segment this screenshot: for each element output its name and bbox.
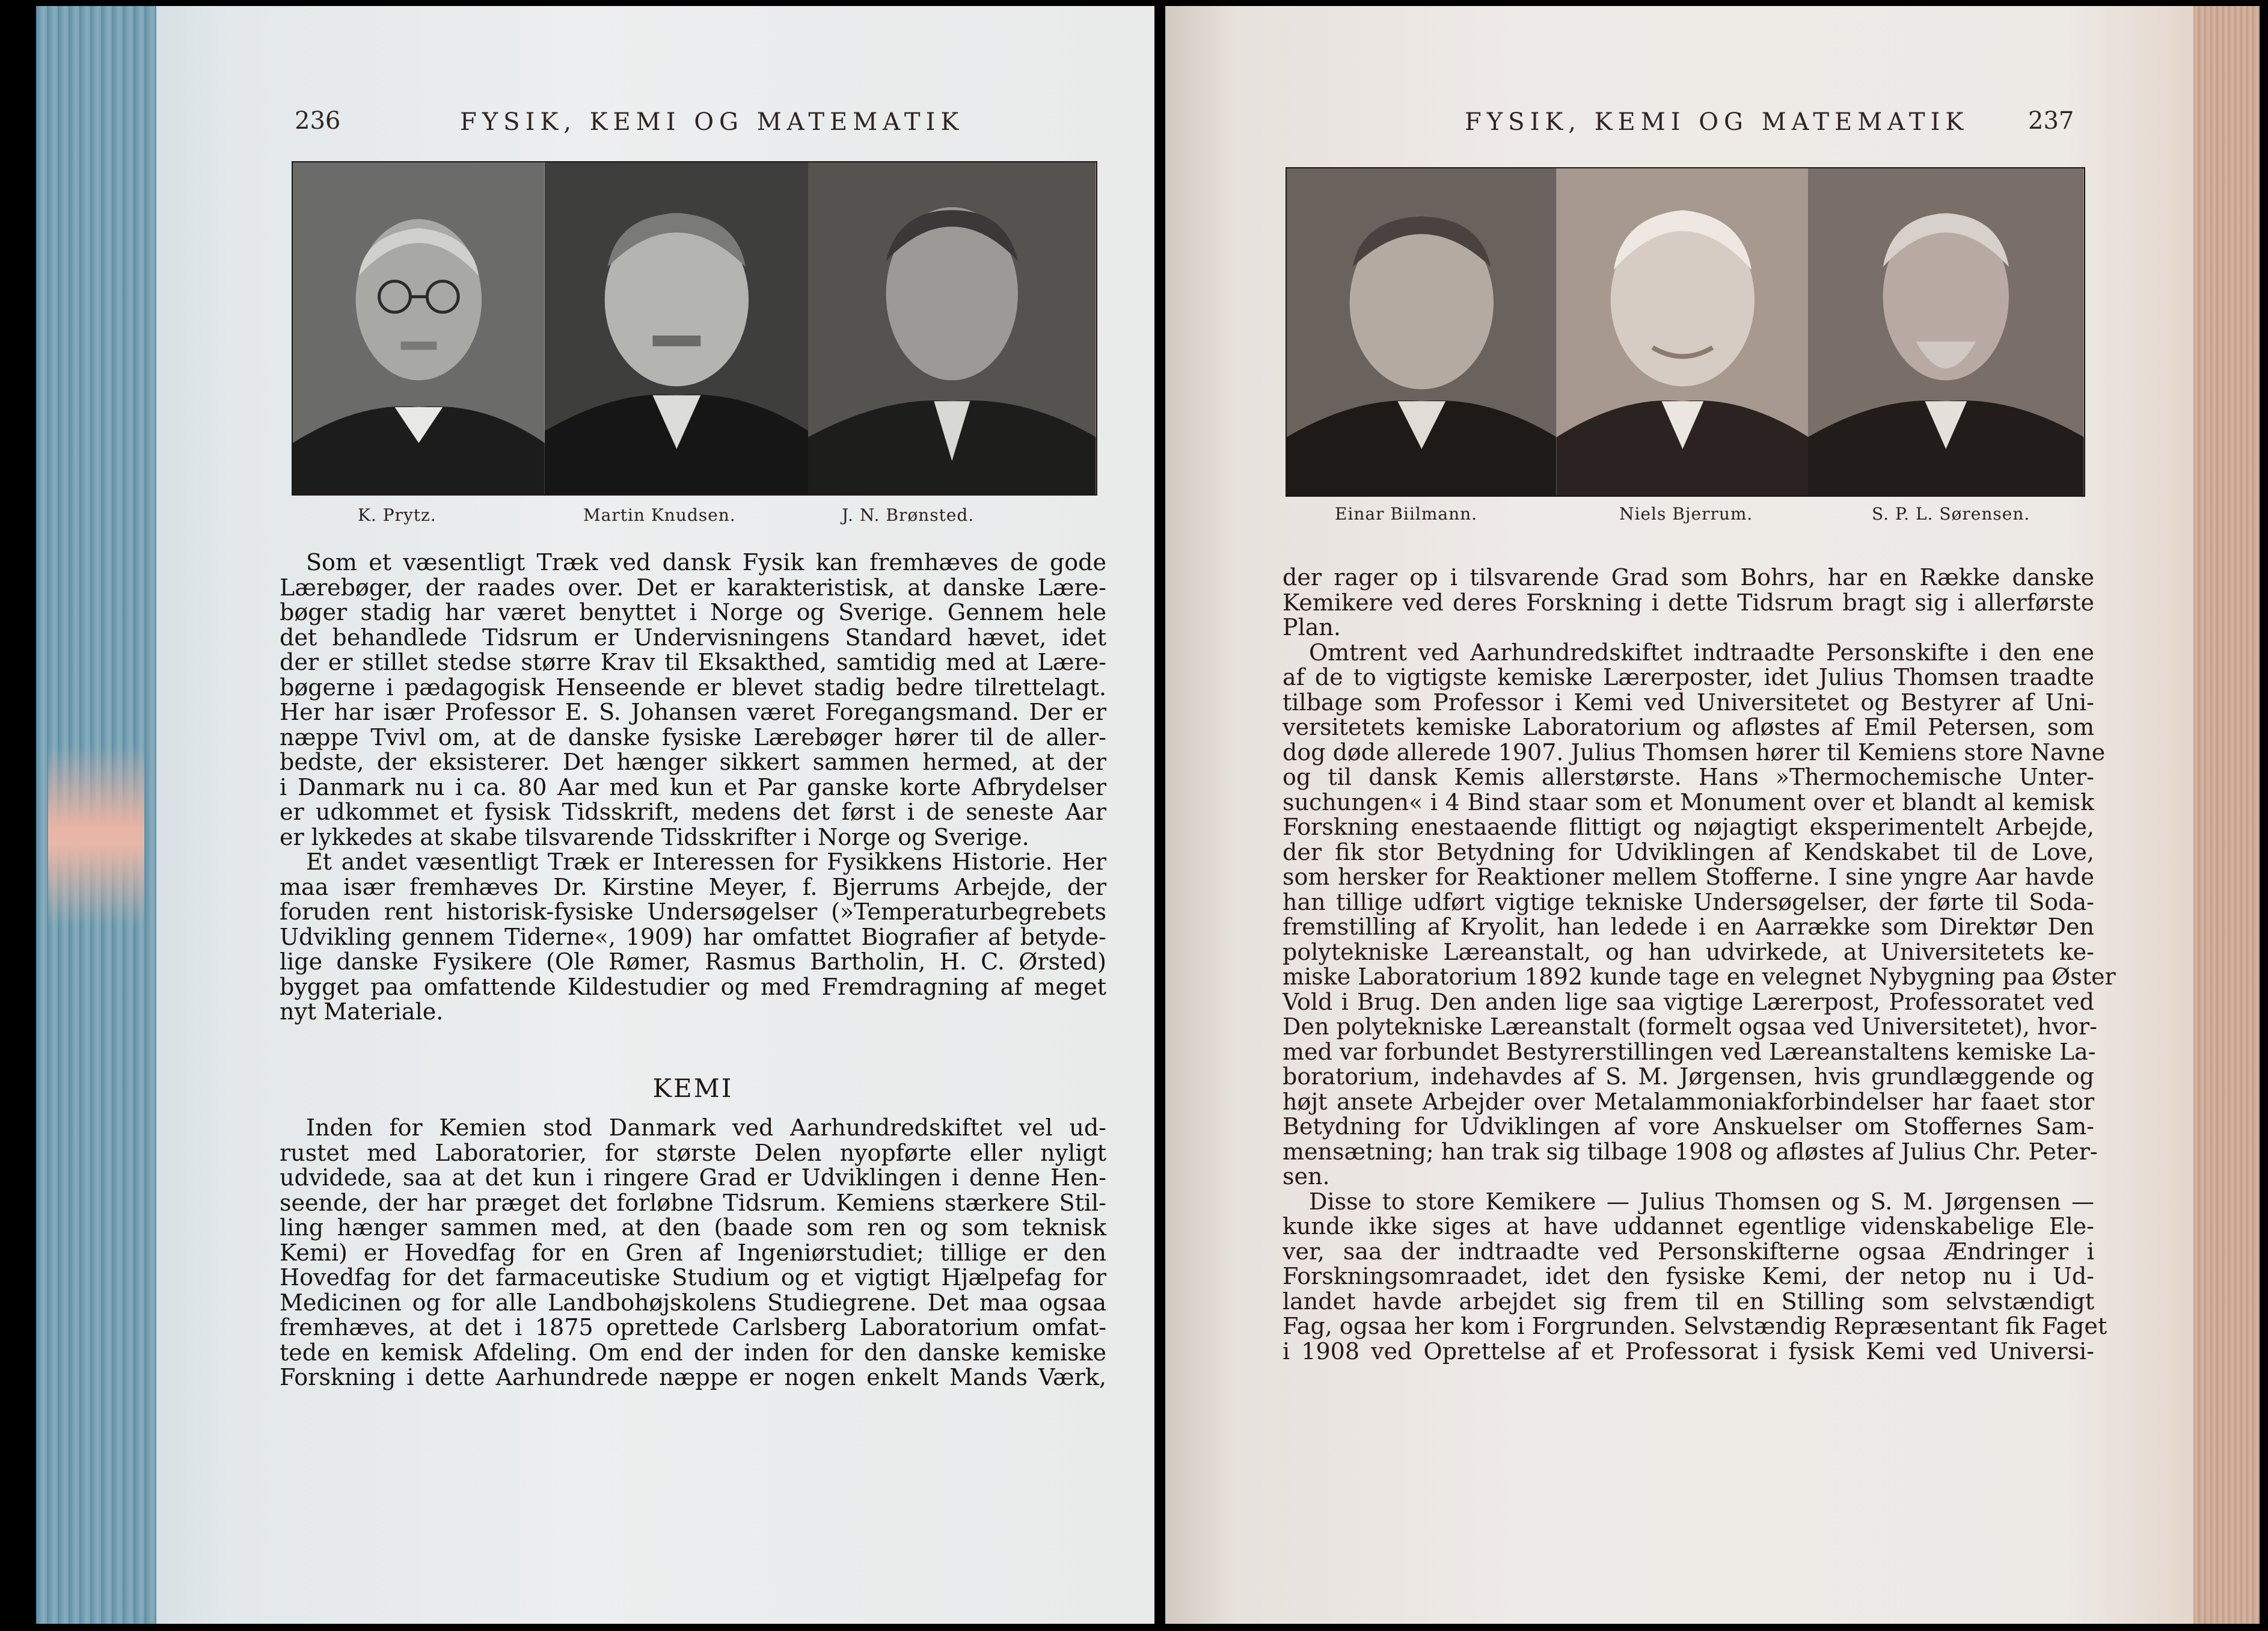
text-line: Disse to store Kemikere — Julius Thomsen og S. M. Jørgensen — — [1309, 1188, 2094, 1215]
body-text — [280, 1116, 1106, 1390]
body-text — [280, 550, 1106, 1025]
text-line: Forskning i dette Aarhundrede næppe er nogen enkelt Mands Værk, — [280, 1364, 1106, 1390]
portrait-photo — [808, 162, 1096, 494]
text-line: landet havde arbejdet sig frem til en Stilling som selvstændigt — [1283, 1288, 2094, 1315]
left-page-edge — [36, 6, 156, 1624]
text-line: som hersker for Reaktioner mellem Stofferne. I sine yngre Aar havde — [1283, 864, 2094, 890]
portrait-caption: Martin Knudsen. — [583, 505, 736, 525]
text-line: Forskningsomraadet, idet den fysiske Kemi, der netop nu i Ud- — [1283, 1263, 2094, 1289]
text-line: miske Laboratorium 1892 kunde tage en velegnet Nybygning paa Øster — [1283, 963, 2116, 990]
text-line: bøger stadig har været benyttet i Norge og Sverige. Gennem hele — [280, 599, 1106, 625]
running-head: FYSIK, KEMI OG MATEMATIK — [460, 108, 964, 136]
text-line: bygget paa omfattende Kildestudier og med Fremdragning af meget — [280, 973, 1106, 1000]
text-line: tede en kemisk Afdeling. Om end der inden for den danske kemiske — [280, 1339, 1106, 1366]
text-line: Den polytekniske Læreanstalt (formelt ogsaa ved Universitetet), hvor- — [1283, 1013, 2097, 1040]
text-line: boratorium, indehavdes af S. M. Jørgensen, hvis grundlæggende og — [1283, 1063, 2094, 1090]
text-line: polytekniske Læreanstalt, og han udvirkede, at Universitetets ke- — [1283, 938, 2094, 965]
portrait-photo — [1557, 168, 1809, 496]
text-line: Her har især Professor E. S. Johansen været Foregangsmand. Der er — [280, 699, 1106, 725]
text-line: lige danske Fysikere (Ole Rømer, Rasmus Bartholin, H. C. Ørsted) — [280, 948, 1106, 975]
text-line: nyt Materiale. — [280, 998, 444, 1025]
text-line: Plan. — [1283, 614, 1341, 640]
text-line: sen. — [1283, 1163, 1330, 1190]
text-line: Som et væsentligt Træk ved dansk Fysik kan fremhæves de gode — [306, 549, 1106, 576]
text-line: han tillige udført vigtige tekniske Undersøgelser, der førte til Soda- — [1283, 888, 2094, 915]
text-line: med var forbundet Bestyrerstillingen ved Læreanstaltens kemiske La- — [1283, 1038, 2096, 1065]
portrait-caption: S. P. L. Sørensen. — [1872, 504, 2030, 524]
running-head: FYSIK, KEMI OG MATEMATIK — [1465, 108, 1969, 136]
text-line: er lykkedes at skabe tilsvarende Tidsskrifter i Norge og Sverige. — [280, 823, 1029, 850]
text-line: Inden for Kemien stod Danmark ved Aarhundredskiftet vel ud- — [306, 1114, 1106, 1141]
text-line: maa især fremhæves Dr. Kirstine Meyer, f. Bjerrums Arbejde, der — [280, 873, 1106, 900]
text-line: rustet med Laboratorier, for største Delen nyopførte eller nyligt — [280, 1139, 1106, 1166]
portrait-caption: K. Prytz. — [358, 505, 437, 525]
text-line: det behandlede Tidsrum er Undervisningens Standard hævet, idet — [280, 624, 1106, 651]
text-line: dog døde allerede 1907. Julius Thomsen hører til Kemiens store Navne — [1283, 739, 2106, 766]
text-line: Et andet væsentligt Træk er Interessen for Fysikkens Historie. Her — [306, 849, 1106, 875]
text-line: fremhæves, at det i 1875 oprettede Carlsberg Laboratorium omfat- — [280, 1314, 1106, 1341]
body-text — [1283, 564, 2116, 1365]
text-line: tilbage som Professor i Kemi ved Universitetet og Bestyrer af Uni- — [1283, 689, 2094, 716]
text-line: foruden rent historisk-fysiske Undersøgelser (»Temperaturbegrebets — [280, 898, 1106, 925]
text-line: versitetets kemiske Laboratorium og afløstes af Emil Petersen, som — [1283, 714, 2094, 740]
text-line: Kemikere ved deres Forskning i dette Tidsrum bragt sig i allerførste — [1283, 589, 2094, 616]
portrait-photo — [293, 162, 545, 494]
text-line: er udkommet et fysisk Tidsskrift, medens det først i de seneste Aar — [280, 799, 1106, 825]
portrait-caption: Einar Biilmann. — [1335, 504, 1478, 524]
text-line: Udvikling gennem Tiderne«, 1909) har omfattet Biografier af betyde- — [280, 923, 1106, 950]
text-line: der fik stor Betydning for Udviklingen af Kendskabet til de Love, — [1283, 838, 2094, 865]
portrait-photo — [1808, 168, 2084, 496]
text-line: Forskning enestaaende flittigt og nøjagtigt eksperimentelt Arbejde, — [1283, 814, 2094, 840]
left-page — [36, 6, 1154, 1624]
text-line: i Danmark nu i ca. 80 Aar med kun et Par ganske korte Afbrydelser — [280, 773, 1106, 800]
text-line: fremstilling af Kryolit, han ledede i en Aarrække som Direktør Den — [1283, 914, 2094, 940]
page-number: 237 — [2028, 107, 2074, 135]
text-line: kunde ikke siges at have uddannet egentlige videnskabelige Ele- — [1283, 1213, 2094, 1239]
text-line: bøgerne i pædagogisk Henseende er blevet stadig bedre tilrettelagt. — [280, 674, 1106, 701]
text-line: Fag, ogsaa her kom i Forgrunden. Selvstændig Repræsentant fik Faget — [1283, 1313, 2107, 1339]
text-line: af de to vigtigste kemiske Lærerposter, idet Julius Thomsen traadte — [1283, 664, 2094, 690]
text-line: mensætning; han trak sig tilbage 1908 og afløstes af Julius Chr. Peter- — [1283, 1138, 2098, 1165]
text-line: der rager op i tilsvarende Grad som Bohrs, har en Række danske — [1283, 564, 2094, 591]
text-line: højt ansete Arbejder over Metalammoniakforbindelser har faaet stor — [1283, 1088, 2094, 1115]
portrait-caption: J. N. Brønsted. — [842, 505, 975, 525]
text-line: Betydning for Udviklingen af vore Anskuelser om Stoffernes Sam- — [1283, 1113, 2094, 1140]
portrait-strip — [1286, 167, 2085, 497]
section-heading: KEMI — [652, 1074, 734, 1103]
right-page-edge — [2193, 6, 2260, 1624]
text-line: Vold i Brug. Den anden lige saa vigtige Lærerpost, Professoratet ved — [1283, 988, 2094, 1015]
text-line: og til dansk Kemis allerstørste. Hans »Thermochemische Unter- — [1283, 764, 2094, 790]
page-number: 236 — [295, 107, 341, 135]
portrait-photo — [1287, 168, 1557, 496]
text-line: i 1908 ved Oprettelse af et Professorat i fysisk Kemi ved Universi- — [1283, 1338, 2094, 1365]
text-line: suchungen« i 4 Bind staar som et Monument over et blandt al kemisk — [1283, 788, 2094, 816]
right-page — [1165, 6, 2260, 1624]
text-line: Hovedfag for det farmaceutiske Studium og et vigtigt Hjælpefag for — [280, 1264, 1106, 1291]
text-line: Omtrent ved Aarhundredskiftet indtraadte Personskifte i den ene — [1309, 639, 2094, 666]
text-line: udvidede, saa at det kun i ringere Grad er Udviklingen i denne Hen- — [280, 1164, 1106, 1191]
text-line: seende, der har præget det forløbne Tidsrum. Kemiens stærkere Stil- — [280, 1189, 1106, 1216]
text-line: Lærebøger, der raades over. Det er karakteristisk, at danske Lære- — [280, 574, 1106, 601]
portrait-strip — [292, 161, 1097, 496]
text-line: bedste, der eksisterer. Det hænger sikkert sammen hermed, at der — [280, 749, 1106, 775]
portrait-photo — [545, 162, 809, 494]
text-line: der er stillet stedse større Krav til Eksakthed, samtidig med at Lære- — [280, 649, 1106, 675]
portrait-caption: Niels Bjerrum. — [1619, 504, 1753, 524]
text-line: Kemi) er Hovedfag for en Gren af Ingeniørstudiet; tillige er den — [280, 1239, 1106, 1266]
text-line: næppe Tvivl om, at de danske fysiske Lærebøger hører til de aller- — [280, 723, 1106, 751]
text-line: ling hænger sammen med, at den (baade som ren og som teknisk — [280, 1214, 1106, 1241]
text-line: Medicinen og for alle Landbohøjskolens Studiegrene. Det maa ogsaa — [280, 1289, 1106, 1316]
text-line: ver, saa der indtraadte ved Personskifterne ogsaa Ændringer i — [1283, 1238, 2094, 1265]
